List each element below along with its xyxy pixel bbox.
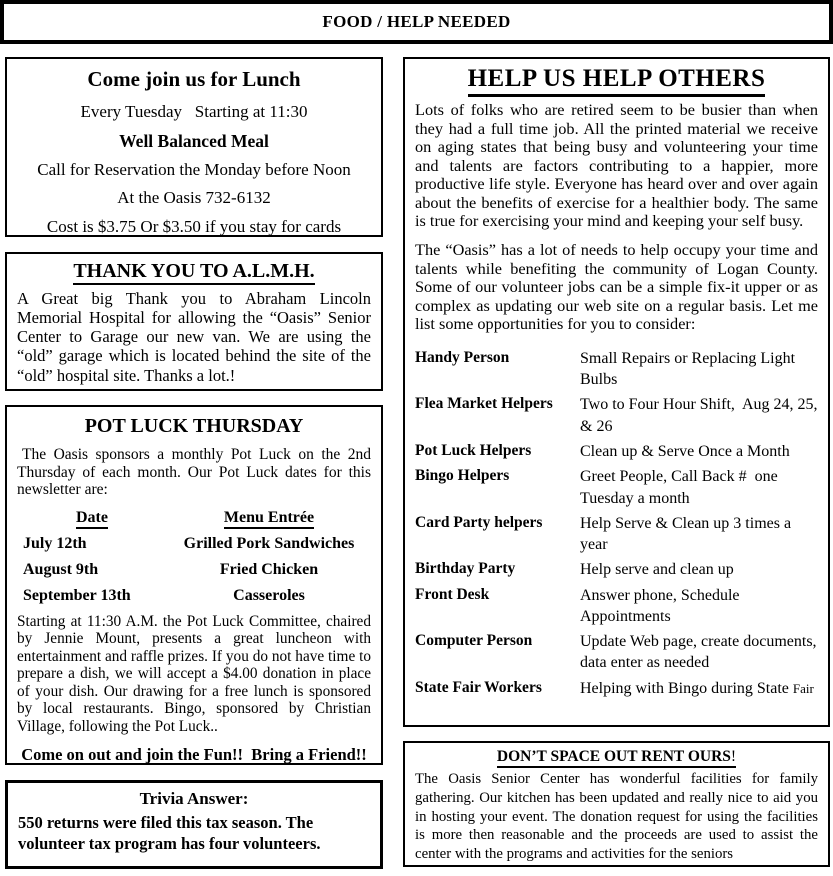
section-header-box [0, 0, 833, 44]
trivia-answer-box [5, 780, 383, 869]
lunch-box [5, 57, 383, 237]
opportunity-desc: Help Serve & Clean up 3 times a year [580, 514, 792, 554]
rent-title [415, 748, 818, 766]
list-item [415, 466, 818, 509]
opportunity-desc: Two to Four Hour Shift, Aug 24, 25, & 26 [580, 396, 822, 435]
help-title-text: HELP US HELP OTHERS [468, 65, 766, 97]
opportunity-desc: Small Repairs or Replacing Light Bulbs [580, 349, 796, 389]
pot-luck-date: July 12th [23, 534, 87, 552]
menu-column-header: Menu Entrée [167, 509, 371, 527]
thank-you-body: A Great big Thank you to Abraham Lincoln Memorial Hospital for allowing the “Oasis” Senior Center to Garage our new van. We are using the “old” garage which is located behind the site of the “old” hospital site. Thanks a lot.! [17, 289, 371, 385]
thank-you-box [5, 252, 383, 391]
list-item [415, 631, 818, 674]
pot-luck-menu: Fried Chicken [219, 560, 319, 578]
pot-luck-table [17, 509, 371, 605]
pot-luck-menu: Grilled Pork Sandwiches [183, 534, 355, 552]
table-row [17, 535, 371, 553]
opportunity-desc: Answer phone, Schedule Appointments [580, 586, 740, 625]
opportunity-role: Flea Market Helpers [415, 395, 553, 413]
opportunity-role: Front Desk [415, 585, 490, 603]
opportunity-role: Bingo Helpers [415, 467, 510, 485]
opportunity-desc: Greet People, Call Back # one Tuesday a month [580, 468, 782, 507]
opportunity-desc: Clean up & Serve Once a Month [580, 443, 790, 460]
trivia-title: Trivia Answer: [139, 789, 249, 808]
list-item [415, 441, 818, 462]
opportunity-desc: Help serve and clean up [580, 561, 734, 579]
help-paragraph-1: Lots of folks who are retired seem to be busier than when they had a full time job. All the printed material we receive on aging states that being busy and volunteering your time and talents are factors contributing to a happier, more productive life style. Everyone has heard over and over again about the benefits of exercise for a healthier body. The same is true for exercising your mind and keeping your self busy. [415, 100, 818, 231]
pot-luck-menu: Casseroles [233, 586, 305, 604]
list-item [415, 678, 818, 699]
table-row [17, 561, 371, 579]
opportunity-role: Pot Luck Helpers [415, 442, 532, 459]
help-us-help-others-box [403, 57, 830, 727]
help-title [415, 65, 818, 93]
opportunity-role: State Fair Workers [415, 678, 542, 696]
pot-luck-date: August 9th [23, 560, 99, 578]
lunch-cost: Cost is $3.75 Or $3.50 if you stay for cards [46, 216, 342, 236]
lunch-meal: Well Balanced Meal [119, 130, 269, 151]
opportunity-role: Handy Person [415, 348, 510, 366]
list-item [415, 585, 818, 628]
thank-you-title [17, 260, 371, 283]
list-item [415, 559, 818, 580]
rent-title-exclamation: ! [730, 748, 737, 765]
page-title: FOOD / HELP NEEDED [322, 12, 511, 31]
opportunity-role: Birthday Party [415, 560, 516, 578]
opportunity-role: Card Party helpers [415, 513, 543, 531]
opportunity-desc: Helping with Bingo during State Fair [580, 679, 814, 697]
thank-you-title-text: THANK YOU TO A.L.M.H. [73, 260, 314, 285]
lunch-title: Come join us for Lunch [87, 67, 301, 91]
rent-ours-box [403, 741, 830, 867]
pot-luck-box [5, 405, 383, 765]
lunch-location-phone: At the Oasis 732-6132 [117, 188, 271, 208]
pot-luck-details: Starting at 11:30 A.M. the Pot Luck Committee, chaired by Jennie Mount, presents a great luncheon with entertainment and raffle prizes. If you do not have time to prepare a dish, we will accept a $4.00 donation in place of your dish. Our drawing for a free lunch is sponsored by local restaurants. Bingo, sponsored by Christian Village, following the Pot Luck.. [17, 612, 371, 735]
table-row [17, 587, 371, 605]
pot-luck-closing: Come on out and join the Fun!! Bring a Friend!! [21, 745, 367, 765]
pot-luck-date: September 13th [23, 586, 131, 604]
pot-luck-table-header [17, 509, 371, 527]
opportunity-desc: Update Web page, create documents, data enter as needed [580, 633, 817, 672]
rent-title-text: DON’T SPACE OUT RENT OURS! [497, 748, 736, 768]
trivia-body: 550 returns were filed this tax season. The volunteer tax program has four volunteers. [18, 813, 321, 853]
state-fair-suffix: Fair [792, 680, 814, 696]
opportunity-role: Computer Person [415, 632, 533, 650]
pot-luck-intro: The Oasis sponsors a monthly Pot Luck on the 2nd Thursday of each month. Our Pot Luck dates for this newsletter are: [17, 446, 371, 499]
lunch-schedule: Every Tuesday Starting at 11:30 [80, 102, 308, 121]
volunteer-opportunities-list [415, 348, 822, 699]
list-item [415, 513, 818, 556]
list-item [415, 394, 822, 437]
date-column-header: Date [17, 509, 167, 527]
rent-body: The Oasis Senior Center has wonderful facilities for family gathering. Our kitchen has been updated and really nice to aid you in hosting your event. The donation request for using the facilities is more then reasonable and the proceeds are used to assist the center with the programs and activities for the seniors [415, 771, 818, 863]
pot-luck-title: POT LUCK THURSDAY [84, 415, 304, 437]
help-paragraph-2: The “Oasis” has a lot of needs to help occupy your time and talents while benefiting the community of Logan County. Some of our volunteer jobs can be a simple fix-it upper or as complex as updating our web site on a regular basis. Let me list some opportunities for you to consider: [415, 240, 818, 334]
lunch-reservation: Call for Reservation the Monday before Noon [37, 159, 351, 179]
list-item [415, 348, 818, 391]
